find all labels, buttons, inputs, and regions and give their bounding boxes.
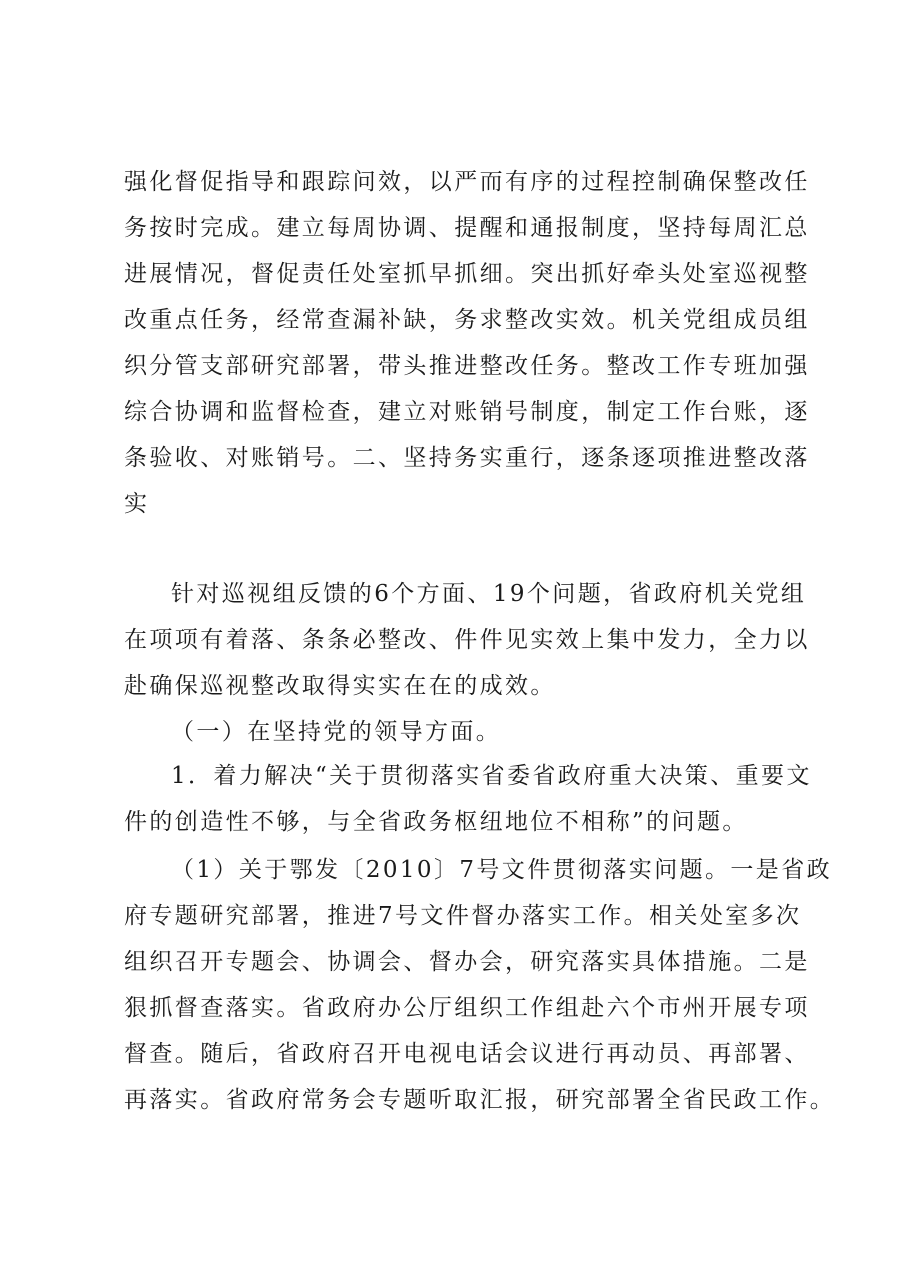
body-text-line: 务按时完成。建立每周协调、提醒和通报制度，坚持每周汇总 (124, 215, 810, 241)
paragraph-line: （1）关于鄂发〔2010〕7号文件贯彻落实问题。一是省政 (171, 857, 832, 883)
paragraph-line: 在项项有着落、条条必整改、件件见实效上集中发力，全力以 (124, 627, 810, 653)
body-text-line: 织分管支部研究部署，带头推进整改任务。整改工作专班加强 (124, 353, 810, 379)
paragraph-line: 针对巡视组反馈的6个方面、19个问题，省政府机关党组 (171, 581, 807, 607)
body-text-line: 改重点任务，经常查漏补缺，务求整改实效。机关党组成员组 (124, 307, 810, 333)
paragraph-line: 赴确保巡视整改取得实实在在的成效。 (124, 673, 556, 699)
body-text-line: 强化督促指导和跟踪问效，以严而有序的过程控制确保整改任 (124, 169, 810, 195)
item-heading-line: 1．着力解决“关于贯彻落实省委省政府重大决策、重要文 (171, 763, 812, 789)
body-text-line: 综合协调和监督检查，建立对账销号制度，制定工作台账，逐 (124, 399, 810, 425)
paragraph-line: 再落实。省政府常务会专题听取汇报，研究部署全省民政工作。 (124, 1087, 836, 1113)
paragraph-line: 督查。随后，省政府召开电视电话会议进行再动员、再部署、 (124, 1041, 810, 1067)
body-text-line: 条验收、对账销号。二、坚持务实重行，逐条逐项推进整改落 (124, 445, 810, 471)
body-text-line: 实 (124, 491, 150, 517)
paragraph-line: 狠抓督查落实。省政府办公厅组织工作组赴六个市州开展专项 (124, 995, 810, 1021)
body-text-line: 进展情况，督促责任处室抓早抓细。突出抓好牵头处室巡视整 (124, 261, 810, 287)
item-heading-line: 件的创造性不够，与全省政务枢纽地位不相称”的问题。 (124, 809, 748, 835)
paragraph-line: 组织召开专题会、协调会、督办会，研究落实具体措施。二是 (124, 949, 810, 975)
paragraph-line: 府专题研究部署，推进7号文件督办落实工作。相关处室多次 (124, 903, 802, 929)
section-heading: （一）在坚持党的领导方面。 (171, 719, 502, 745)
